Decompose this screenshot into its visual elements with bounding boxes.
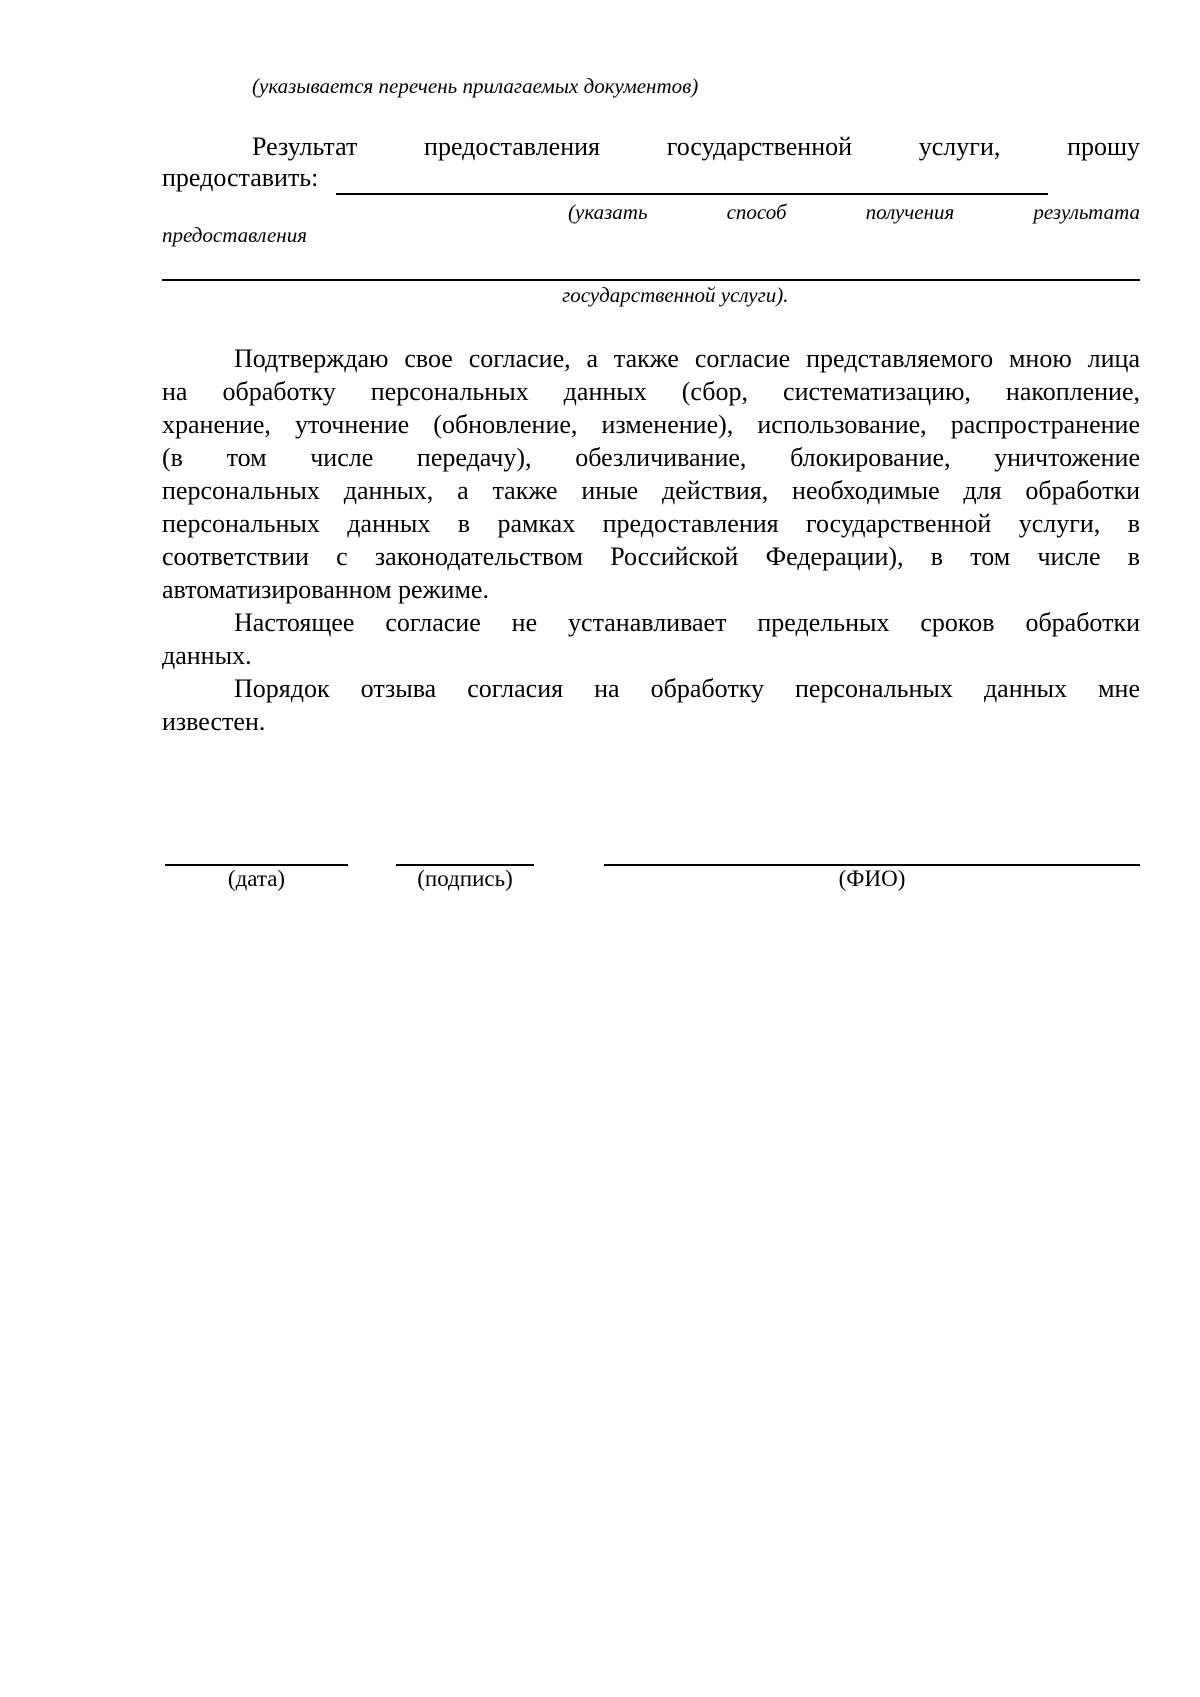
result-method-note-2: предоставления	[162, 223, 307, 247]
term-line-1: Настоящее согласие не устанавливает предельных сроков обработки	[234, 608, 1140, 637]
name-caption: (ФИО)	[838, 866, 906, 891]
date-caption: (дата)	[227, 866, 286, 891]
result-request-line1: Результат предоставления государственной услуги, прошу	[252, 132, 1141, 161]
revoke-line-2: известен.	[162, 707, 266, 736]
result-method-line-2[interactable]	[162, 279, 1140, 281]
result-request-label: предоставить:	[162, 163, 319, 192]
consent-line-5: персональных данных, а также иные действия, необходимые для обработки	[162, 476, 1140, 505]
consent-line-3: хранение, уточнение (обновление, изменение), использование, распространение	[162, 410, 1140, 439]
consent-line-1: Подтверждаю свое согласие, а также согласие представляемого мною лица	[234, 344, 1140, 373]
consent-line-6: персональных данных в рамках предоставления государственной услуги, в	[162, 509, 1140, 538]
revoke-line-1: Порядок отзыва согласия на обработку персональных данных мне	[234, 674, 1140, 703]
consent-line-2: на обработку персональных данных (сбор, систематизацию, накопление,	[162, 377, 1140, 406]
result-method-note-3: государственной услуги).	[562, 283, 789, 307]
consent-line-4: (в том числе передачу), обезличивание, блокирование, уничтожение	[162, 443, 1140, 472]
result-method-line[interactable]	[336, 193, 1048, 195]
signature-caption: (подпись)	[417, 866, 513, 891]
consent-line-8: автоматизированном режиме.	[162, 575, 489, 604]
term-line-2: данных.	[162, 641, 252, 670]
attached-docs-note: (указывается перечень прилагаемых документов)	[252, 74, 699, 98]
consent-line-7: соответствии с законодательством Российской Федерации), в том числе в	[162, 542, 1140, 571]
result-method-note-1: (указать способ получения результата	[568, 200, 1141, 224]
